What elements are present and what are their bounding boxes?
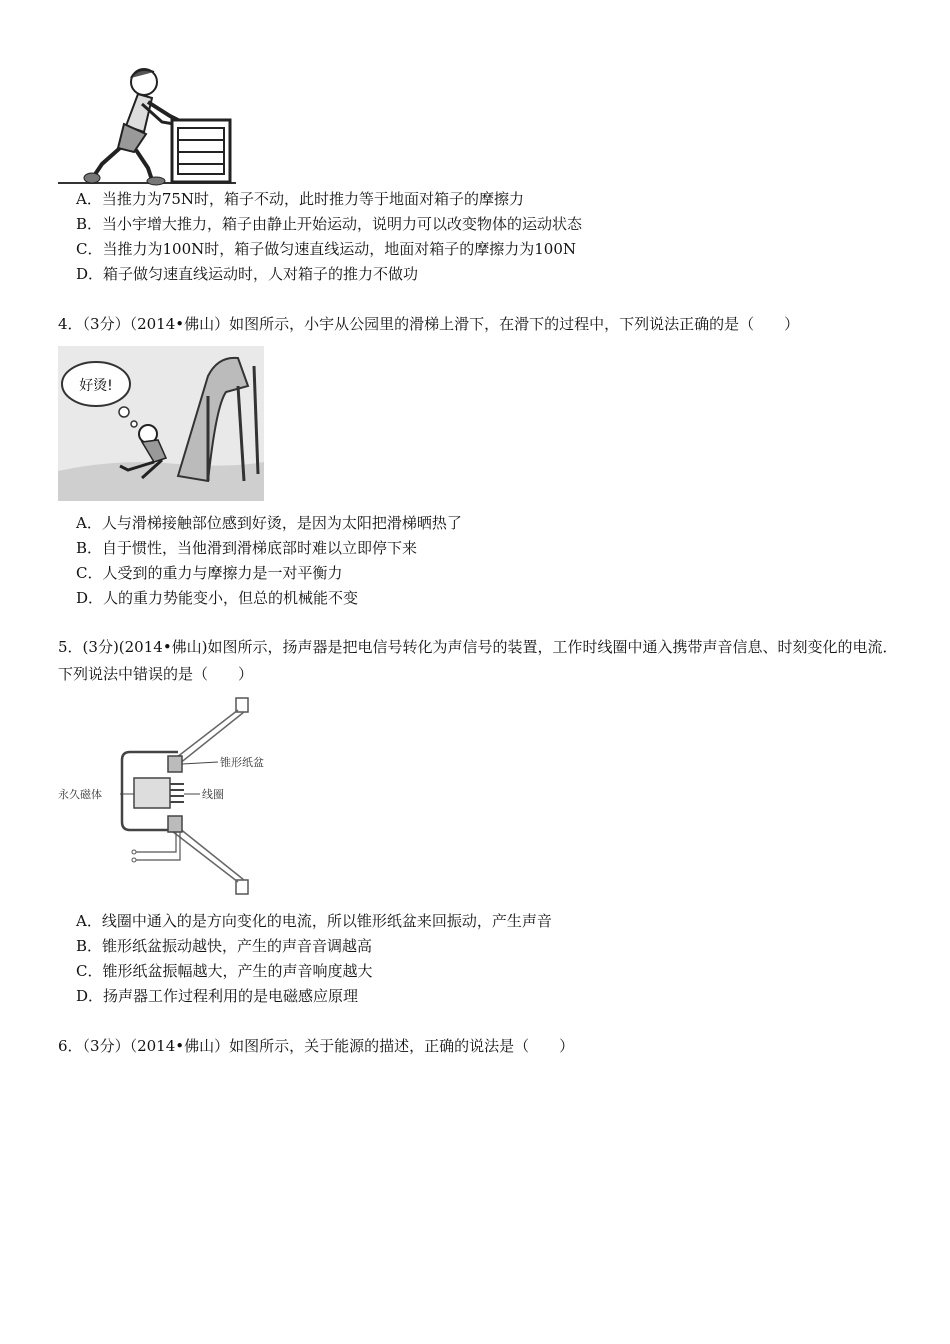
q5-option-a: A．线圈中通入的是方向变化的电流，所以锥形纸盆来回振动，产生声音 [76,912,552,930]
q4-option-c: C．人受到的重力与摩擦力是一对平衡力 [76,564,343,582]
q5-option-c: C．锥形纸盆振幅越大，产生的声音响度越大 [76,962,373,980]
q4-stem: 4．（3分）（2014•佛山）如图所示，小宇从公园里的滑梯上滑下，在滑下的过程中，下列说法正确的是（ ） [58,315,800,333]
label-coil: 线圈 [202,788,224,801]
q6-stem: 6．（3分）（2014•佛山）如图所示，关于能源的描述，正确的说法是（ ） [58,1037,575,1055]
q5-option-b: B．锥形纸盆振动越快，产生的声音音调越高 [76,937,373,955]
label-cone: 锥形纸盆 [220,756,264,769]
q3-option-c: C．当推力为100N时，箱子做匀速直线运动，地面对箱子的摩擦力为100N [76,240,576,258]
speaker-diagram [58,694,280,898]
q5-stem: 5．(3分)(2014•佛山)如图所示，扬声器是把电信号转化为声信号的装置，工作时线圈中通入携带声音信息、时刻变化的电流．下列说法中错误的是（ ） [58,638,898,683]
boy-pushing-box-figure [58,64,238,186]
q3-option-b: B．当小宇增大推力，箱子由静止开始运动，说明力可以改变物体的运动状态 [76,215,583,233]
q4-option-a: A．人与滑梯接触部位感到好烫，是因为太阳把滑梯晒热了 [76,514,462,532]
q3-option-a: A．当推力为75N时，箱子不动，此时推力等于地面对箱子的摩擦力 [76,190,525,208]
bubble-text: 好烫! [79,378,113,394]
q3-option-d: D．箱子做匀速直线运动时，人对箱子的推力不做功 [76,265,419,283]
q4-option-d: D．人的重力势能变小，但总的机械能不变 [76,589,359,607]
slide-figure [58,346,264,501]
q5-option-d: D．扬声器工作过程利用的是电磁感应原理 [76,987,359,1005]
label-magnet: 永久磁体 [58,788,102,801]
q4-option-b: B．自于惯性，当他滑到滑梯底部时难以立即停下来 [76,539,418,557]
